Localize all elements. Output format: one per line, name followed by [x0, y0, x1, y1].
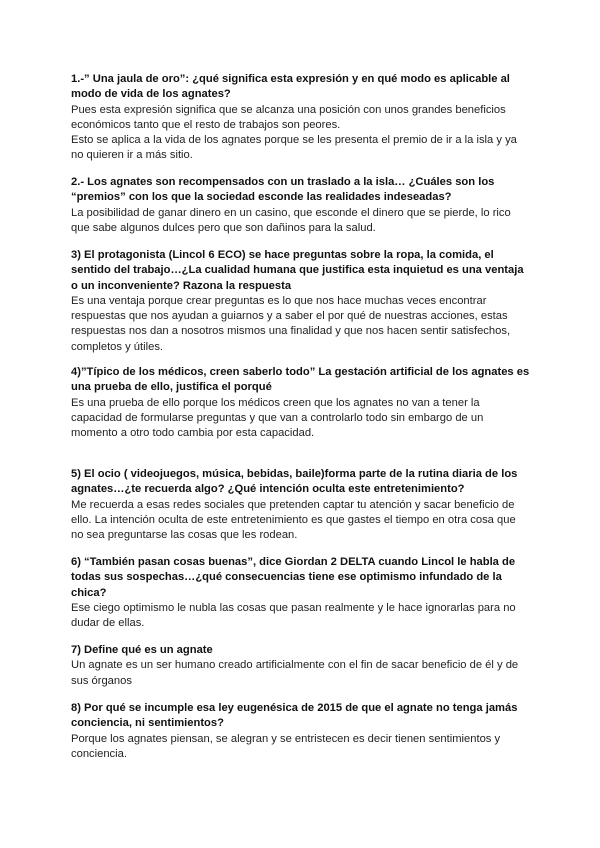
qa-block-7: [71, 643, 531, 689]
answer-5-paragraph-1: Me recuerda a esas redes sociales que pretenden captar tu atención y sacar beneficio de ello. La intención oculta de este entretenimiento es que gastes el tiempo en otra cosa que no sea preguntarse las cosas que les rodean.: [71, 498, 516, 542]
answer-1-paragraph-2: Esto se aplica a la vida de los agnates porque se les presenta el premio de ir a la isla y ya no quieren ir a más sitio.: [71, 134, 517, 162]
answer-6: [71, 601, 531, 632]
qa-block-1: [71, 72, 531, 164]
question-2: 2.- Los agnates son recompensados con un traslado a la isla… ¿Cuáles son los “premios” con los que la sociedad esconde las realidades indeseadas?: [71, 176, 495, 204]
answer-8-paragraph-1: Porque los agnates piensan, se alegran y se entristecen es decir tienen sentimientos y conciencia.: [71, 732, 501, 760]
answer-2: [71, 206, 531, 237]
question-3: 3) El protagonista (Lincol 6 ECO) se hace preguntas sobre la ropa, la comida, el sentido del trabajo…¿La cualidad humana que justifica esta inquietud es una ventaja o un inconveniente? Razona la respuesta: [71, 249, 524, 292]
answer-8: [71, 732, 531, 763]
qa-block-8: [71, 701, 531, 762]
answer-7: [71, 658, 531, 689]
answer-5: [71, 498, 531, 544]
answer-3: [71, 294, 531, 355]
question-1: 1.-” Una jaula de oro”: ¿qué significa esta expresión y en qué modo es aplicable al modo de vida de los agnates?: [71, 73, 510, 101]
question-6: 6) “También pasan cosas buenas”, dice Giordan 2 DELTA cuando Lincol le habla de todas sus sospechas…¿qué consecuencias tiene ese optimismo infundado de la chica?: [71, 556, 516, 599]
question-7: 7) Define qué es un agnate: [71, 644, 213, 656]
answer-6-paragraph-1: Ese ciego optimismo le nubla las cosas que pasan realmente y le hace ignorarlas para no dudar de ellas.: [71, 601, 516, 630]
question-4: 4)”Típico de los médicos, creen saberlo todo” La gestación artificial de los agnates es una prueba de ello, justifica el porqué: [71, 366, 530, 394]
qa-block-6: [71, 555, 531, 631]
qa-block-4: [71, 365, 531, 441]
answer-1-paragraph-1: Pues esta expresión significa que se alcanza una posición con unos grandes beneficios económicos tanto que el resto de trabajos son peores.: [71, 103, 506, 131]
qa-block-5: [71, 467, 531, 543]
question-5: 5) El ocio ( videojuegos, música, bebidas, baile)forma parte de la rutina diaria de los agnates…¿te recuerda algo? ¿Qué intención oculta este entretenimiento?: [71, 468, 518, 496]
answer-7-paragraph-1: Un agnate es un ser humano creado artificialmente con el fin de sacar beneficio de él y de sus órganos: [71, 659, 519, 687]
question-8: 8) Por qué se incumple esa ley eugenésica de 2015 de que el agnate no tenga jamás conciencia, ni sentimientos?: [71, 702, 518, 730]
answer-1: [71, 103, 531, 164]
qa-block-2: [71, 175, 531, 236]
answer-2-paragraph-1: La posibilidad de ganar dinero en un casino, que esconde el dinero que se pierde, lo rico que sabe algunos dulces pero que son dañinos para la salud.: [71, 206, 511, 234]
answer-3-paragraph-1: Es una ventaja porque crear preguntas es lo que nos hace muchas veces encontrar respuestas que nos ayudan a guiarnos y a saber el por qué de nuestras acciones, estas respuestas nos dan a nosotros mismos una finalidad y que nos hacen sentir satisfechos, completos y útiles.: [71, 294, 511, 353]
qa-block-3: [71, 248, 531, 355]
answer-4-paragraph-1: Es una prueba de ello porque los médicos creen que los agnates no van a tener la capacidad de formularse preguntas y que van a controlarlo todo sin embargo de un momento a otro todo cambia por esta capacidad.: [71, 396, 484, 440]
answer-4: [71, 396, 531, 442]
